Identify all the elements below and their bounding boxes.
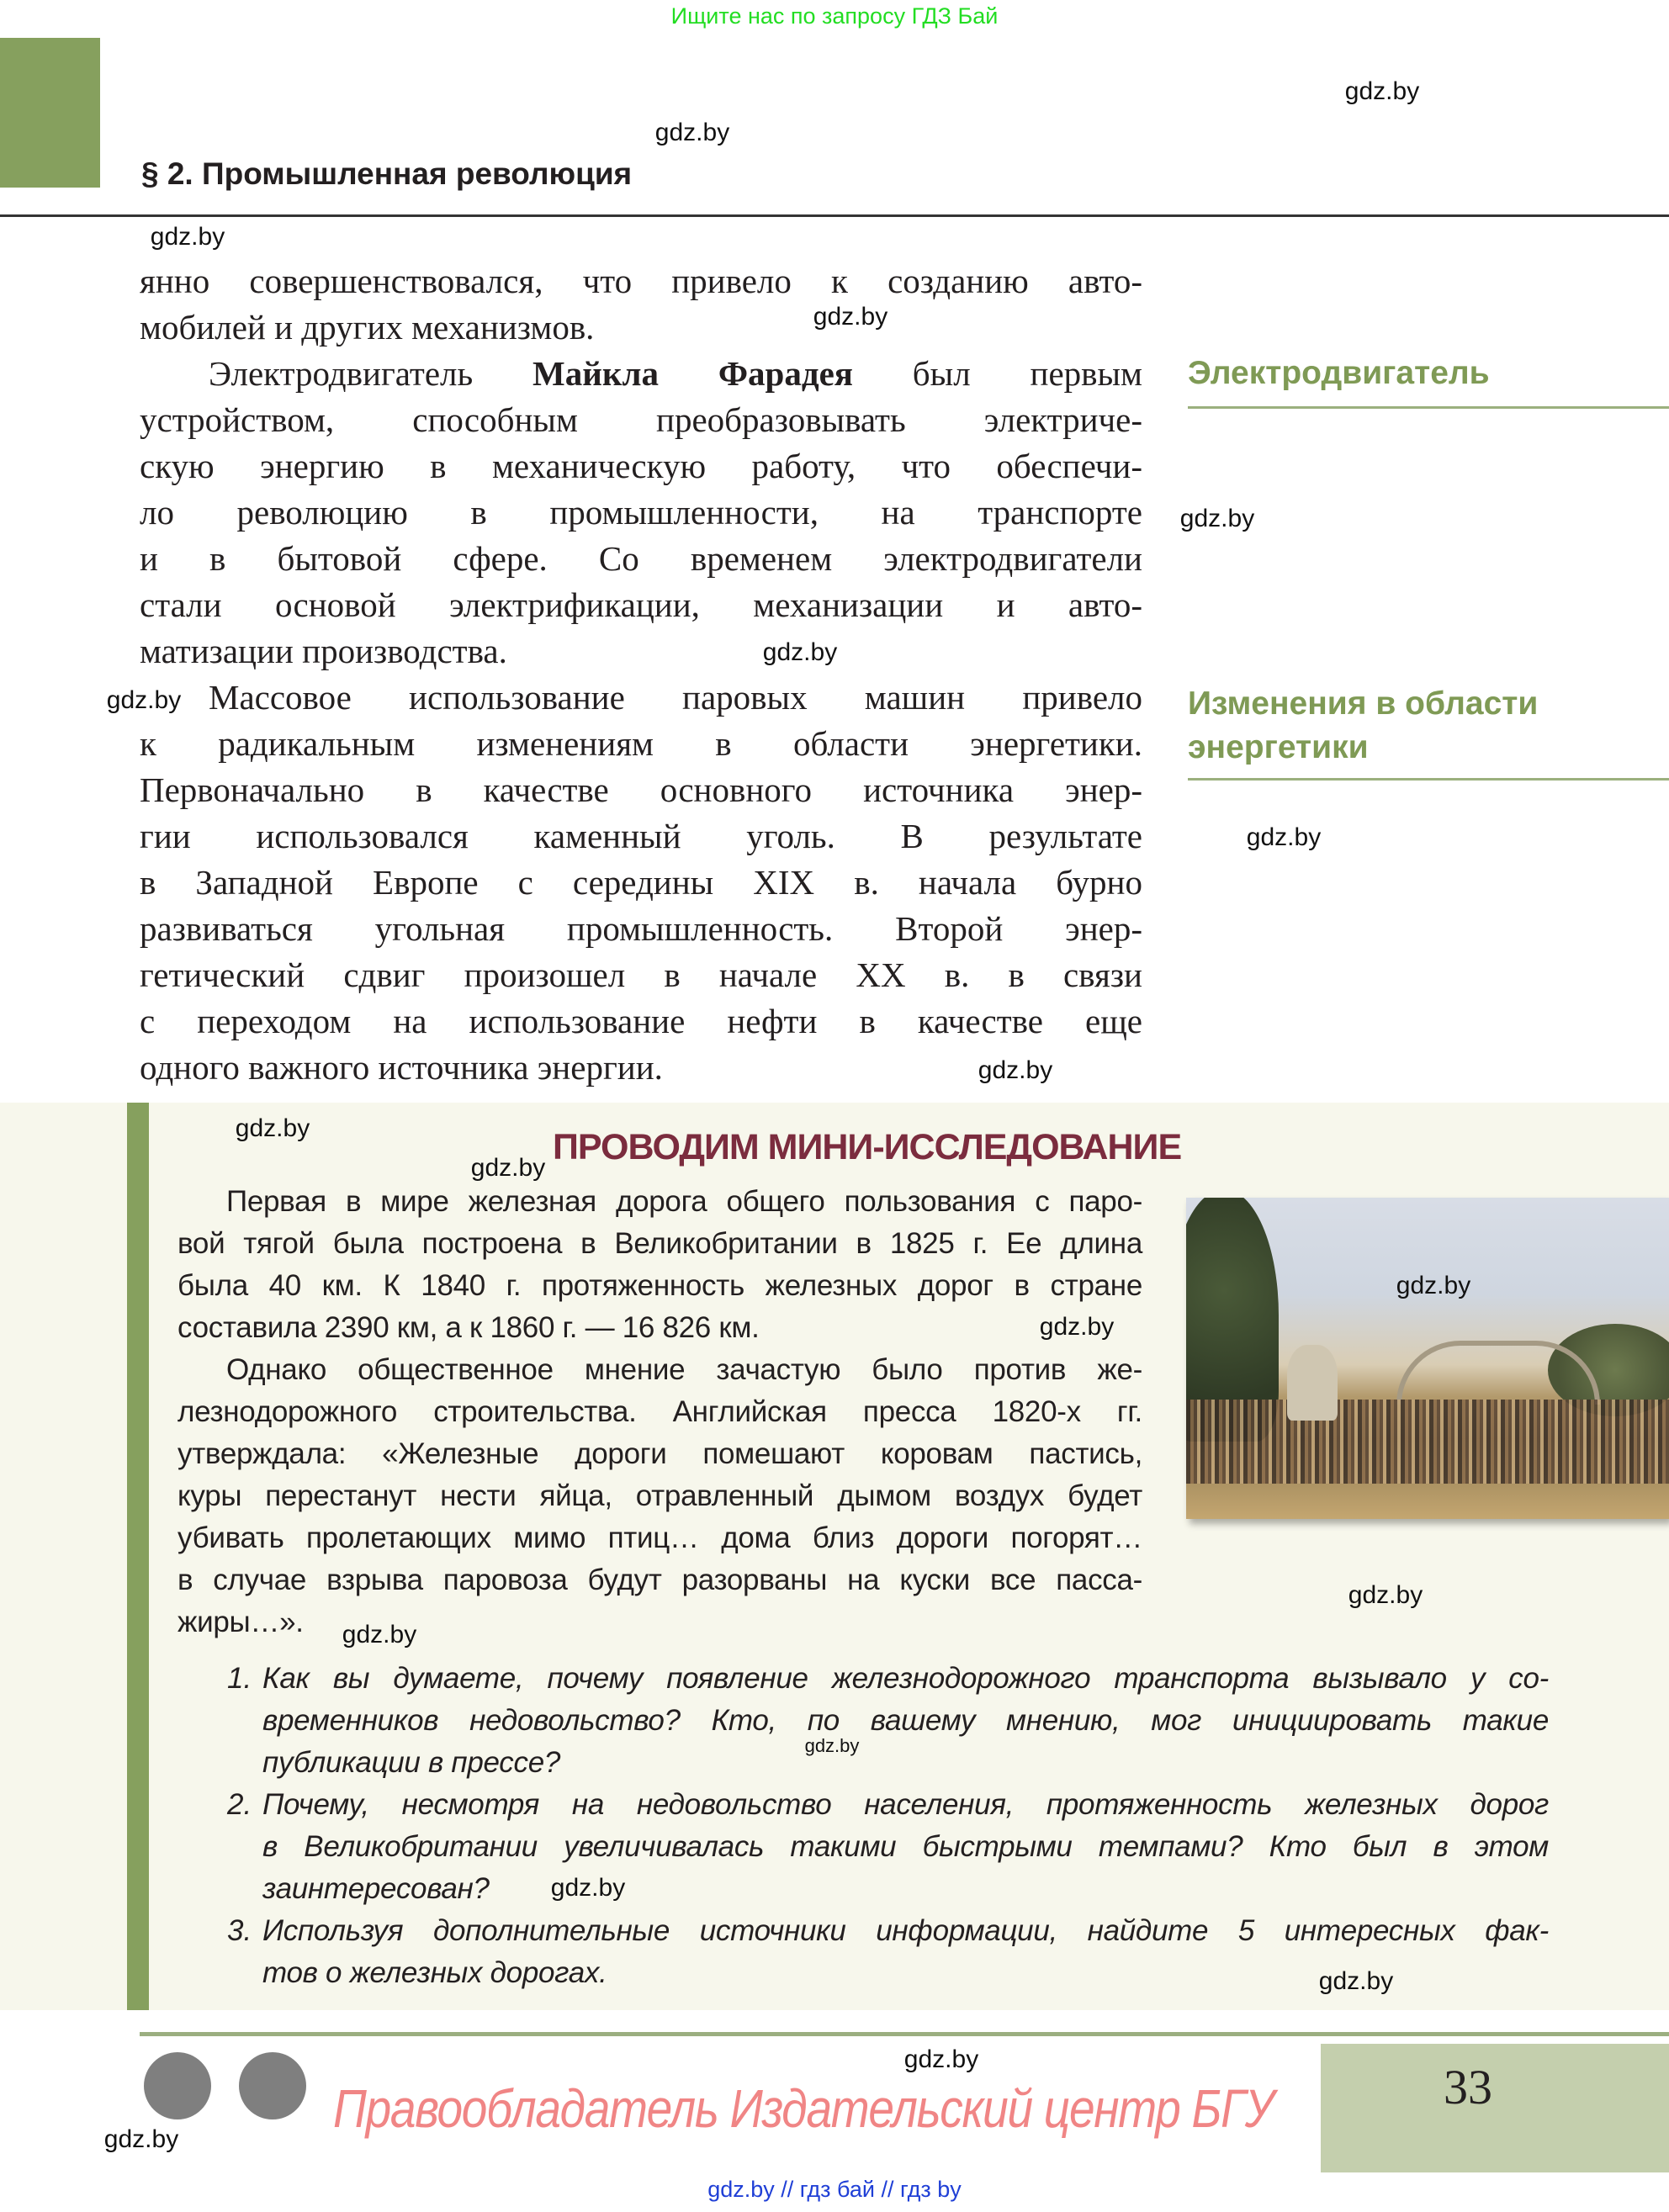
text-line: одного важного источника энергии. (140, 1048, 663, 1087)
watermark: gdz.by (470, 1154, 546, 1182)
question-item (227, 1784, 1549, 1910)
text-line: в случае взрыва паровоза будут разорваны на куски все пасса- (177, 1564, 1142, 1596)
question-number: 1. (227, 1662, 252, 1695)
sidebar-divider (1188, 406, 1669, 409)
text-line: Первая в мире железная дорога общего пользования с паро- (226, 1185, 1142, 1218)
faraday-name: Майкла Фарадея (532, 354, 853, 393)
question-line: временников недовольство? Кто, по вашему мнению, мог инициировать такие (262, 1704, 1549, 1737)
search-hint: Ищите нас по запросу ГДЗ Бай (670, 3, 999, 29)
text-line: лезнодорожного строительства. Английская пресса 1820-х гг. (177, 1395, 1142, 1428)
chapter-title: § 2. Промышленная революция (141, 156, 633, 191)
painting-bridge (1396, 1341, 1600, 1405)
text-line: янно совершенствовался, что привело к созданию авто- (140, 262, 1142, 300)
text-line (140, 351, 1142, 397)
watermark: gdz.by (1396, 1272, 1471, 1299)
watermark: gdz.by (106, 686, 182, 714)
text-line: матизации производства. (140, 632, 507, 670)
text-line: к радикальным изменениям в области энергетики. (140, 724, 1142, 763)
watermark: gdz.by (1318, 1967, 1394, 1995)
question-line: Как вы думаете, почему появление железнодорожного транспорта вызывало у со- (262, 1662, 1549, 1695)
sidebar-heading-energy (1188, 682, 1538, 770)
watermark: gdz.by (150, 223, 225, 251)
text-line: устройством, способным преобразовывать электриче- (140, 400, 1142, 439)
question-line: тов о железных дорогах. (262, 1956, 607, 1989)
text-span: был первым (852, 354, 1143, 393)
railway-opening-painting (1186, 1198, 1669, 1519)
text-line: гии использовался каменный уголь. В результате (140, 817, 1142, 855)
research-box-bar (127, 1103, 149, 2010)
watermark: gdz.by (342, 1621, 417, 1648)
footer-divider (140, 2032, 1669, 2036)
copyright-watermark: Правообладатель Издательский центр БГУ (333, 2078, 1274, 2139)
watermark: gdz.by (1179, 505, 1255, 532)
text-line: скую энергию в механическую работу, что обеспечи- (140, 447, 1142, 485)
text-line: Массовое использование паровых машин привело (209, 678, 1142, 717)
text-line: Первоначально в качестве основного источника энер- (140, 770, 1142, 809)
question-line: заинтересован? (262, 1872, 490, 1905)
question-item (227, 1658, 1549, 1784)
main-text (140, 258, 1142, 1091)
question-line: в Великобритании увеличивалась такими быстрыми темпами? Кто был в этом (262, 1830, 1549, 1863)
research-box-title: ПРОВОДИМ МИНИ-ИССЛЕДОВАНИЕ (553, 1127, 1182, 1167)
heading-line: энергетики (1188, 729, 1369, 765)
text-line: развиваться угольная промышленность. Второй энер- (140, 909, 1142, 948)
text-line: убивать пролетающих мимо птиц… дома близ дороги погорят… (177, 1521, 1142, 1554)
watermark: gdz.by (762, 638, 838, 666)
header-divider (0, 214, 1669, 217)
text-line: утверждала: «Железные дороги помешают коровам пастись, (177, 1437, 1142, 1470)
circle-icon (144, 2052, 211, 2119)
sidebar-heading-electromotor: Электродвигатель (1188, 355, 1490, 391)
watermark: gdz.by (103, 2125, 179, 2153)
text-line: составила 2390 км, а к 1860 г. — 16 826 км. (177, 1311, 760, 1344)
question-number: 3. (227, 1914, 252, 1947)
watermark: gdz.by (903, 2045, 979, 2073)
footer-links[interactable]: gdz.by // гдз бай // гдз by (707, 2177, 962, 2202)
text-line: куры перестанут нести яйца, отравленный дымом воздух будет (177, 1479, 1142, 1512)
text-line: мобилей и других механизмов. (140, 308, 595, 347)
text-line: вой тягой была построена в Великобритании в 1825 г. Ее длина (177, 1227, 1142, 1260)
text-span: Электродвигатель (209, 354, 533, 393)
research-text (177, 1181, 1142, 1643)
question-list (227, 1658, 1549, 1994)
watermark: gdz.by (978, 1056, 1053, 1084)
question-number: 2. (227, 1788, 252, 1821)
text-line: гетический сдвиг произошел в начале XX в. в связи (140, 955, 1142, 994)
watermark: gdz.by (550, 1874, 626, 1902)
watermark: gdz.by (813, 303, 888, 331)
question-line: Почему, несмотря на недовольство населения, протяженность железных дорог (262, 1788, 1549, 1821)
painting-wagon (1287, 1345, 1338, 1421)
text-line: была 40 км. К 1840 г. протяженность железных дорог в стране (177, 1269, 1142, 1302)
watermark: gdz.by (1344, 77, 1420, 105)
question-line: публикации в прессе? (262, 1746, 561, 1779)
circle-icon (239, 2052, 306, 2119)
chapter-color-tab (0, 38, 100, 188)
watermark: gdz.by (235, 1114, 310, 1142)
heading-line: Изменения в области (1188, 685, 1539, 722)
question-line: Используя дополнительные источники информации, найдите 5 интересных фак- (262, 1914, 1549, 1947)
watermark: gdz.by (1348, 1581, 1423, 1609)
text-line: и в бытовой сфере. Со временем электродвигатели (140, 539, 1142, 578)
text-line: Однако общественное мнение зачастую было против же- (226, 1353, 1142, 1386)
watermark: gdz.by (804, 1735, 860, 1756)
text-line: в Западной Европе с середины XIX в. начала бурно (140, 863, 1142, 902)
sidebar-divider (1188, 778, 1669, 781)
watermark: gdz.by (654, 119, 730, 146)
text-line: ло революцию в промышленности, на транспорте (140, 493, 1142, 532)
watermark: gdz.by (1039, 1313, 1115, 1341)
page-number: 33 (1444, 2060, 1492, 2114)
text-line: жиры…». (177, 1606, 304, 1638)
text-line: с переходом на использование нефти в качестве еще (140, 1002, 1142, 1040)
text-line: стали основой электрификации, механизации и авто- (140, 585, 1142, 624)
watermark: gdz.by (1246, 823, 1322, 851)
painting-crowd (1186, 1400, 1669, 1484)
